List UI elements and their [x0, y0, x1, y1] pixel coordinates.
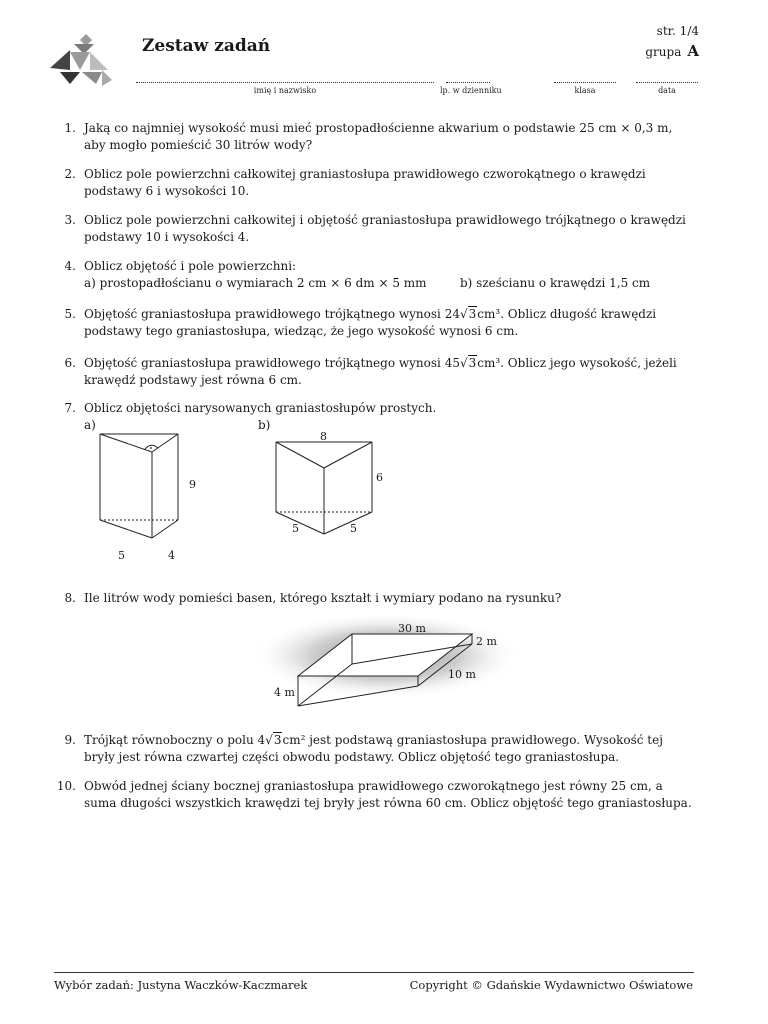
task-4-part-a: a) prostopadłościanu o wymiarach 2 cm × 6 dm × 5 mm	[84, 276, 427, 290]
figure-a-label: a)	[84, 418, 96, 432]
group-indicator	[645, 42, 699, 60]
task-text: Objętość graniastosłupa prawidłowego trójkątnego wynosi 45	[84, 356, 460, 370]
prism-a-edge2-label: 4	[168, 549, 175, 562]
task-number: 8.	[64, 591, 76, 605]
prism-b-height-label: 6	[376, 471, 383, 484]
name-field[interactable]	[136, 74, 434, 95]
name-field-label: imię i nazwisko	[253, 86, 317, 95]
class-number-field[interactable]	[440, 74, 502, 95]
page-number: str. 1/4	[656, 24, 699, 38]
pool-shallow-label: 4 m	[274, 686, 295, 699]
task-9	[54, 732, 694, 768]
task-text: Oblicz objętość i pole powierzchni:	[84, 259, 297, 273]
task-4	[54, 258, 694, 294]
prism-a-edge1-label: 5	[118, 549, 125, 562]
footer-copyright: Copyright © Gdańskie Wydawnictwo Oświatowe	[409, 978, 693, 992]
group-label: grupa	[645, 45, 682, 59]
pool-figure	[250, 614, 530, 724]
class-field[interactable]	[554, 74, 616, 95]
task-text-cont: cm² jest podstawą graniastosłupa prawidłowego. Wysokość tej bryły jest równa czwartej części obwodu podstawy. Oblicz objętość tego graniastosłupa.	[84, 733, 663, 764]
task-text: Obwód jednej ściany bocznej graniastosłupa prawidłowego czworokątnego jest równy 25 cm, a suma długości wszystkich krawędzi tej bryły jest równa 60 cm. Oblicz objętość tego graniastosłupa.	[84, 779, 692, 810]
task-number: 6.	[64, 356, 76, 370]
footer-author: Wybór zadań: Justyna Waczków-Kaczmarek	[54, 978, 308, 992]
pool-deep-label: 2 m	[476, 635, 497, 648]
class-number-label: lp. w dzienniku	[440, 86, 502, 95]
task-number: 2.	[64, 167, 76, 181]
sqrt-symbol: √3	[459, 307, 477, 321]
task-5	[54, 306, 694, 342]
sqrt-symbol: √3	[459, 356, 477, 370]
pool-width-label: 10 m	[448, 668, 476, 681]
prism-b-figure	[266, 426, 396, 538]
task-4-part-b: b) sześcianu o krawędzi 1,5 cm	[460, 276, 651, 290]
task-number: 3.	[64, 213, 76, 227]
task-2	[54, 166, 694, 202]
task-number: 7.	[64, 401, 76, 415]
task-number: 4.	[64, 259, 76, 273]
prism-a-height-label: 9	[189, 478, 196, 491]
task-text: Trójkąt równoboczny o polu 4	[84, 733, 266, 747]
task-text: Objętość graniastosłupa prawidłowego trójkątnego wynosi 24	[84, 307, 460, 321]
sqrt-symbol: √3	[265, 733, 282, 747]
task-text: Jaką co najmniej wysokość musi mieć prostopadłościenne akwarium o podstawie 25 cm × 0,3 m, aby mogło pomieścić 30 litrów wody?	[84, 121, 673, 152]
task-text-cont: cm³. Oblicz jego wysokość, jeżeli krawędź podstawy jest równa 6 cm.	[84, 356, 677, 387]
task-text: Ile litrów wody pomieści basen, którego kształt i wymiary podano na rysunku?	[84, 591, 562, 605]
task-8	[54, 590, 694, 608]
task-text: Oblicz objętości narysowanych graniastosłupów prostych.	[84, 401, 437, 415]
task-10	[54, 778, 694, 814]
page-title: Zestaw zadań	[142, 36, 271, 56]
task-text: Oblicz pole powierzchni całkowitej graniastosłupa prawidłowego czworokątnego o krawędzi podstawy 6 i wysokości 10.	[84, 167, 646, 198]
prism-b-edge1-label: 5	[292, 522, 299, 535]
class-field-label: klasa	[574, 86, 596, 95]
prism-b-edge2-label: 5	[350, 522, 357, 535]
group-value: A	[687, 42, 699, 60]
task-3	[54, 212, 694, 248]
date-field[interactable]	[636, 74, 698, 95]
task-text: Oblicz pole powierzchni całkowitej i objętość graniastosłupa prawidłowego trójkątnego o krawędzi podstawy 10 i wysokości 4.	[84, 213, 686, 244]
task-1	[54, 120, 694, 156]
task-number: 1.	[64, 121, 76, 135]
task-6	[54, 355, 694, 391]
date-field-label: data	[658, 86, 676, 95]
task-number: 5.	[64, 307, 76, 321]
footer-divider	[54, 972, 694, 973]
figure-b-label: b)	[258, 418, 271, 432]
task-text-cont: cm³. Oblicz długość krawędzi podstawy tego graniastosłupa, wiedząc, że jego wysokość wynosi 6 cm.	[84, 307, 657, 338]
task-number: 10.	[56, 779, 76, 793]
task-number: 9.	[64, 733, 76, 747]
prism-b-top-label: 8	[320, 430, 327, 443]
pool-length-label: 30 m	[398, 622, 426, 635]
publisher-logo	[46, 30, 116, 88]
prism-a-figure	[88, 426, 218, 566]
